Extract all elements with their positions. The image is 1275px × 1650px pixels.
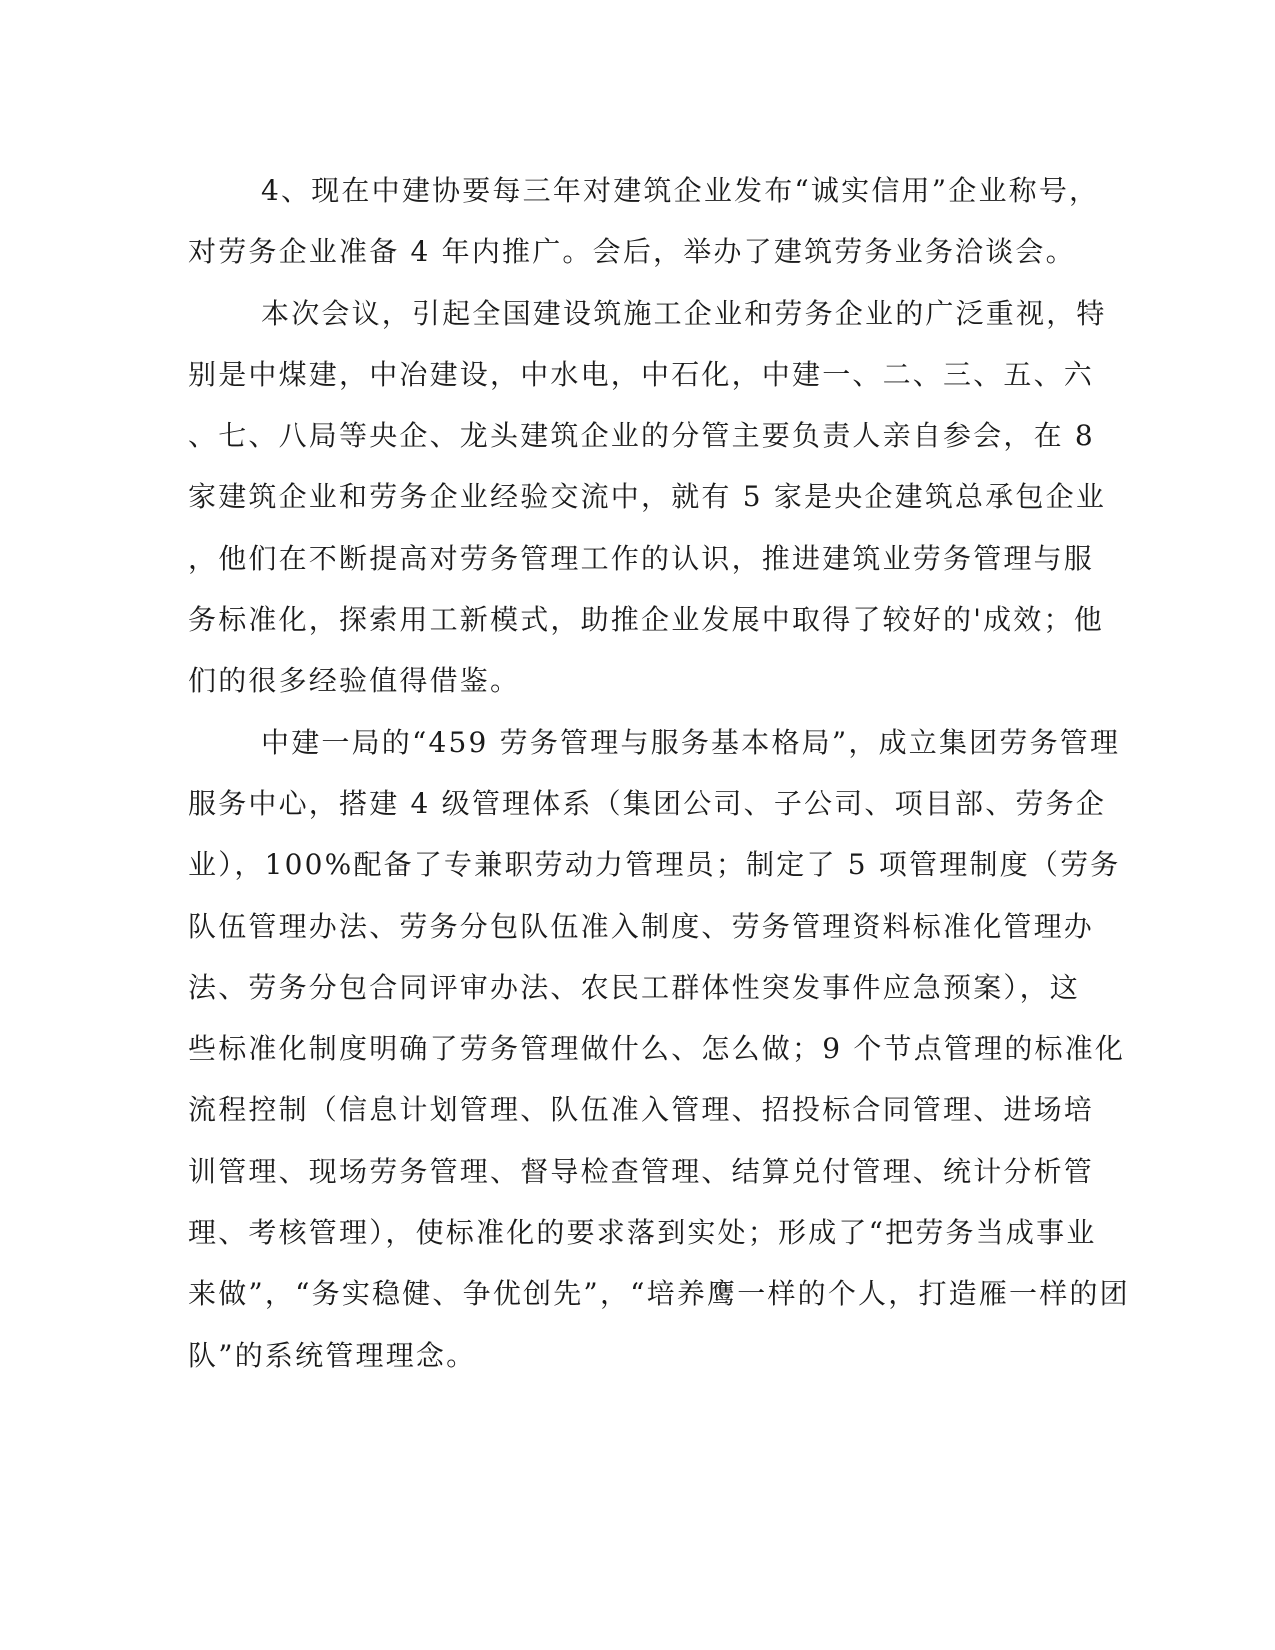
paragraph-line: 、七、八局等央企、龙头建筑企业的分管主要负责人亲自参会，在 8 xyxy=(188,419,1095,453)
paragraph-line: 队”的系统管理理念。 xyxy=(188,1338,477,1372)
paragraph-line: 业），100%配备了专兼职劳动力管理员；制定了 5 项管理制度（劳务 xyxy=(188,848,1121,882)
paragraph-line: 家建筑企业和劳务企业经验交流中，就有 5 家是央企建筑总承包企业 xyxy=(188,480,1107,514)
paragraph-line: 们的很多经验值得借鉴。 xyxy=(188,664,521,698)
paragraph-line: 中建一局的“459 劳务管理与服务基本格局”，成立集团劳务管理 xyxy=(261,725,1121,759)
paragraph-line: 理、考核管理），使标准化的要求落到实处；形成了“把劳务当成事业 xyxy=(188,1216,1097,1250)
paragraph-line: 流程控制（信息计划管理、队伍准入管理、招投标合同管理、进场培 xyxy=(188,1093,1095,1127)
paragraph-line: 些标准化制度明确了劳务管理做什么、怎么做；9 个节点管理的标准化 xyxy=(188,1032,1126,1066)
paragraph-2 xyxy=(188,283,1107,712)
paragraph-line: 法、劳务分包合同评审办法、农民工群体性突发事件应急预案），这 xyxy=(188,970,1081,1004)
paragraph-line: ，他们在不断提高对劳务管理工作的认识，推进建筑业劳务管理与服 xyxy=(188,541,1095,575)
paragraph-line: 对劳务企业准备 4 年内推广。会后，举办了建筑劳务业务洽谈会。 xyxy=(188,235,1076,269)
paragraph-line: 服务中心，搭建 4 级管理体系（集团公司、子公司、项目部、劳务企 xyxy=(188,786,1107,820)
paragraph-line: 本次会议，引起全国建设筑施工企业和劳务企业的广泛重视，特 xyxy=(261,296,1107,330)
paragraph-line: 来做”，“务实稳健、争优创先”，“培养鹰一样的个人，打造雁一样的团 xyxy=(188,1277,1130,1311)
paragraph-line: 4、现在中建协要每三年对建筑企业发布“诚实信用”企业称号， xyxy=(261,174,1100,207)
paragraph-1 xyxy=(188,160,1100,283)
paragraph-3 xyxy=(188,712,1130,1386)
paragraph-line: 队伍管理办法、劳务分包队伍准入制度、劳务管理资料标准化管理办 xyxy=(188,909,1095,943)
document-body xyxy=(188,160,1130,1386)
paragraph-line: 训管理、现场劳务管理、督导检查管理、结算兑付管理、统计分析管 xyxy=(188,1154,1095,1188)
paragraph-line: 别是中煤建，中冶建设，中水电，中石化，中建一、二、三、五、六 xyxy=(188,357,1095,391)
paragraph-line: 务标准化，探索用工新模式，助推企业发展中取得了较好的'成效；他 xyxy=(188,603,1104,637)
